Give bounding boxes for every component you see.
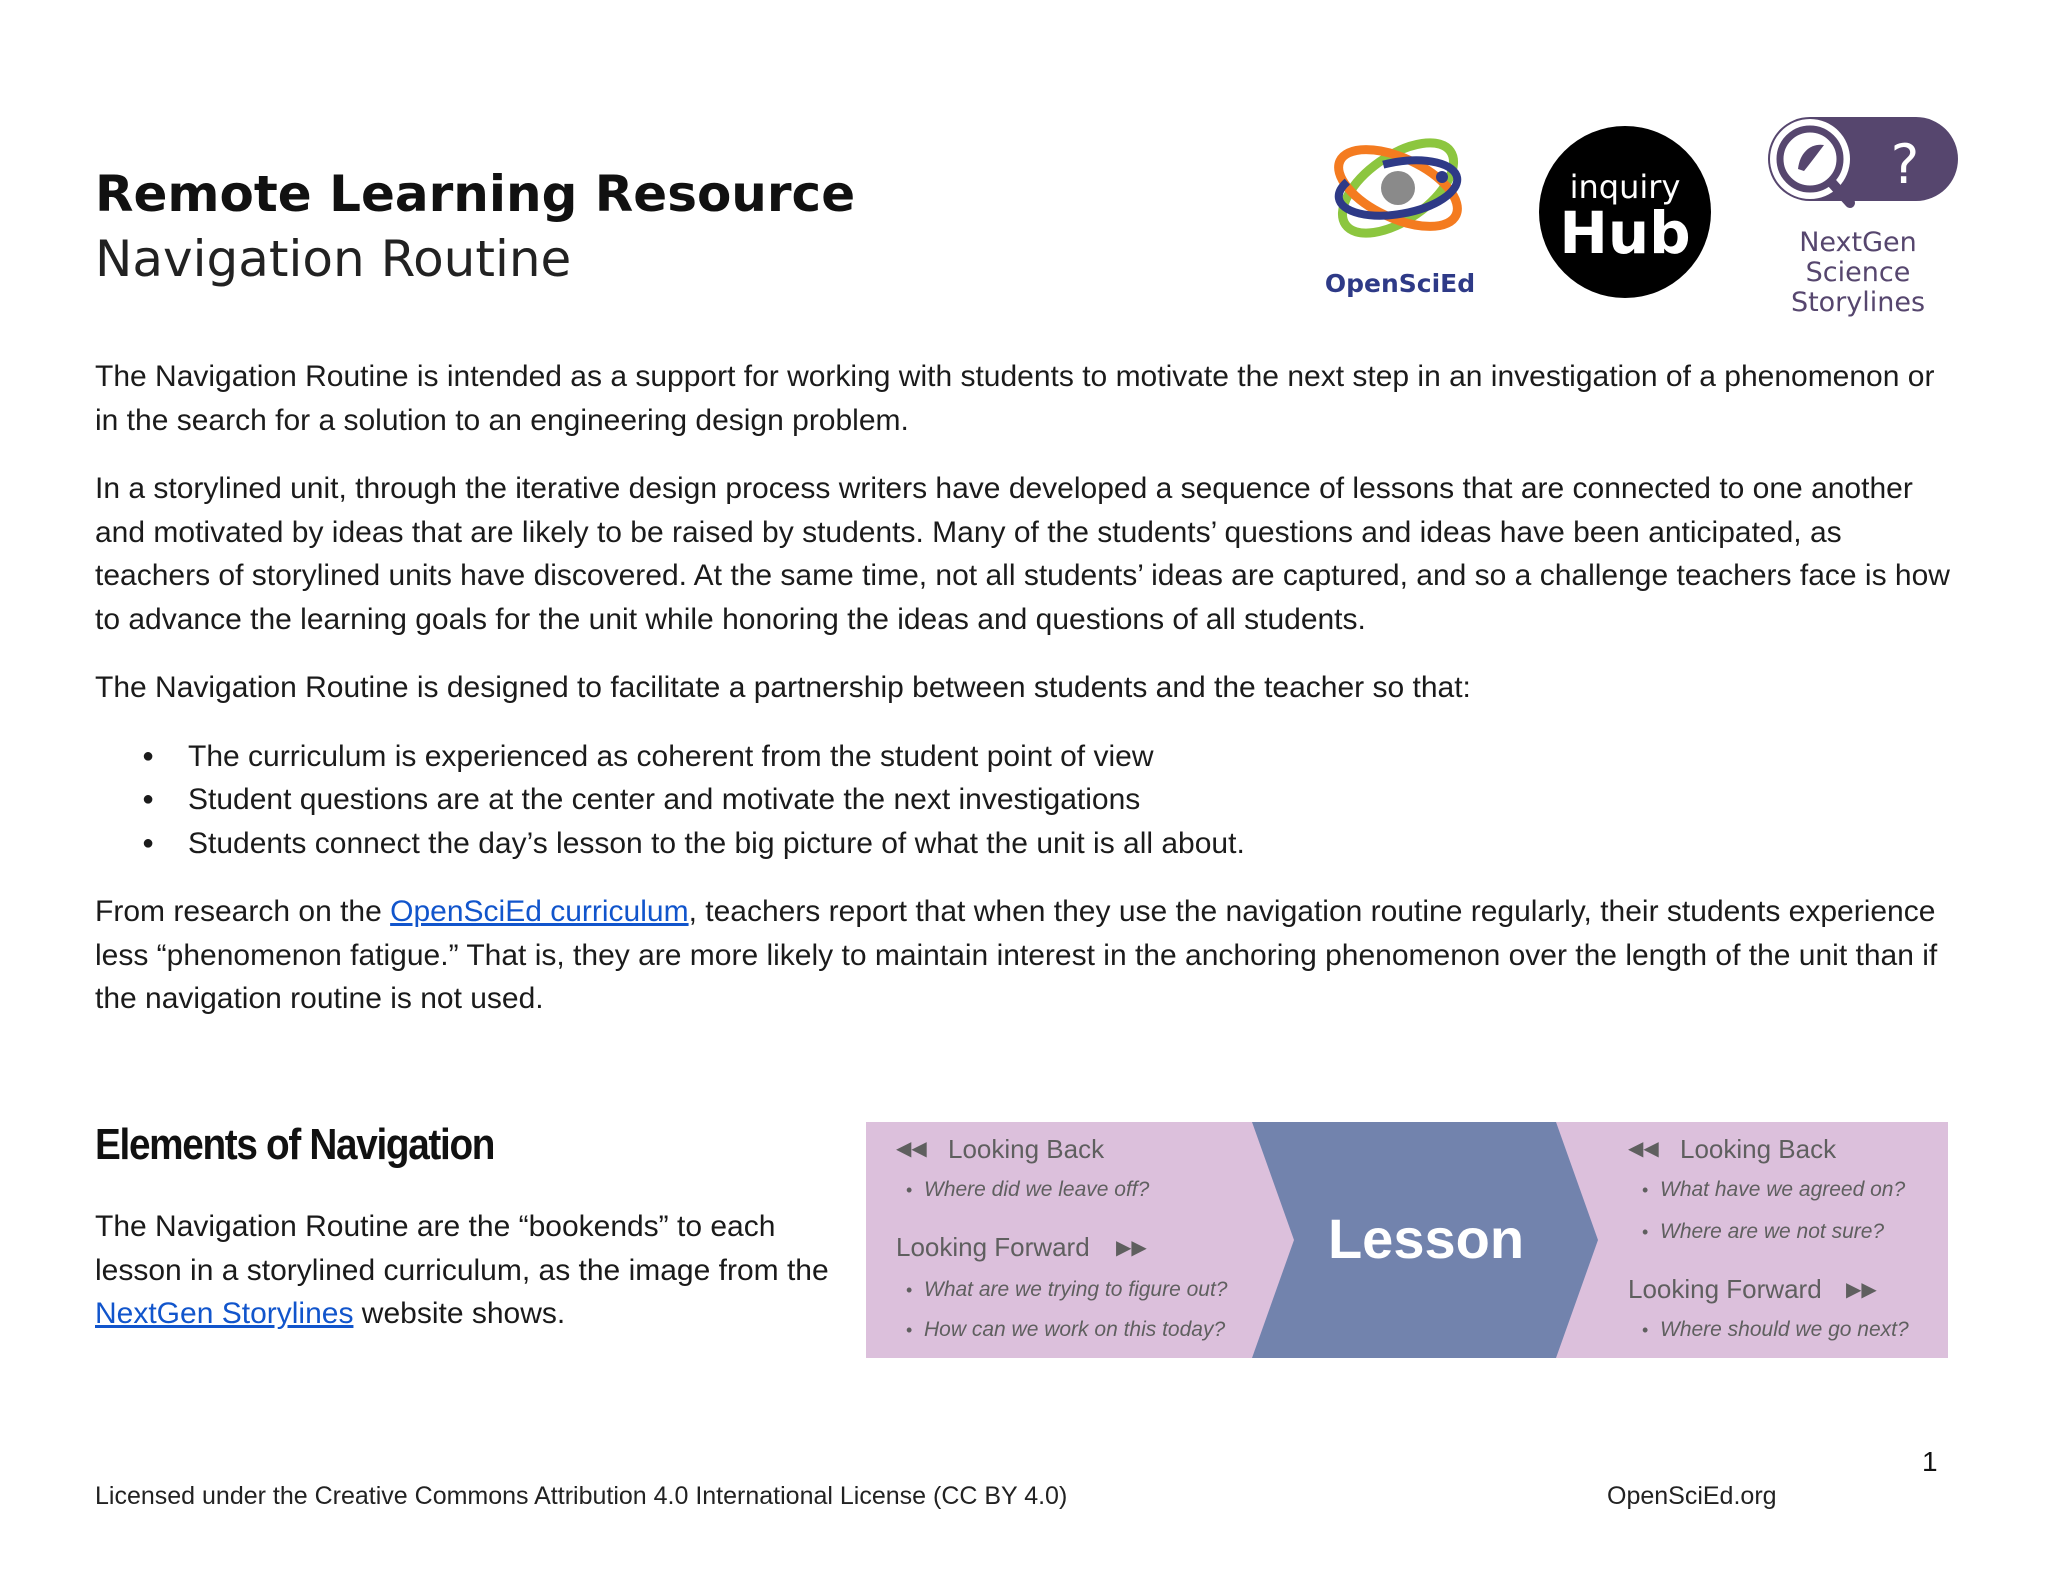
intro-paragraph-2: In a storylined unit, through the iterative design process writers have developed a sequence of lessons that are connected to one another and motivated by ideas that are likely to be raised by students. Many of the students’ questions and ideas have been anticipated, as teachers of storylined units have discovered. At the same time, not all students’ ideas are captured, and so a challenge teachers face is how to advance the learning goals for the unit while honoring the ideas and questions of all students. (95, 472, 1950, 636)
page-number: 1 (1922, 1446, 1938, 1477)
inquiry-hub-bottom-text: Hub (1559, 199, 1691, 267)
elements-text-before: The Navigation Routine are the “bookends” to each lesson in a storylined curriculum, as the image from the (95, 1210, 829, 1287)
left-back-item: Where did we leave off? (924, 1178, 1150, 1201)
elements-heading: Elements of Navigation (95, 1120, 495, 1169)
p4-text-before: From research on the (95, 895, 391, 928)
right-back-item-1: What have we agreed on? (1660, 1178, 1906, 1201)
bullet-icon: • (906, 1180, 913, 1200)
bullet-icon: • (1642, 1222, 1649, 1242)
elements-text-after: website shows. (353, 1297, 566, 1330)
inquiry-hub-logo (1538, 125, 1713, 300)
bullet-icon: • (1642, 1180, 1649, 1200)
right-forward-item: Where should we go next? (1660, 1318, 1909, 1341)
intro-section (95, 355, 1955, 1046)
intro-paragraph-3: The Navigation Routine is designed to facilitate a partnership between students and the teacher so that: (95, 671, 1471, 704)
nextgen-line3: Storylines (1790, 287, 1926, 318)
left-forward-item-2: How can we work on this today? (924, 1318, 1226, 1341)
partner-logos (1320, 105, 1960, 325)
list-item: ● The curriculum is experienced as coherent from the student point of view (188, 735, 1955, 779)
list-item: ● Student questions are at the center and motivate the next investigations (188, 778, 1955, 822)
list-item: ● Students connect the day’s lesson to the big picture of what the unit is all about. (188, 822, 1955, 866)
nextgen-line1: NextGen (1799, 227, 1917, 258)
site-text: OpenSciEd.org (1607, 1482, 1777, 1510)
left-forward-item-1: What are we trying to figure out? (924, 1278, 1228, 1301)
nextgen-storylines-logo (1760, 113, 1960, 323)
goals-list (95, 735, 1955, 866)
bullet-icon: • (906, 1320, 913, 1340)
right-looking-back-heading: Looking Back (1680, 1134, 1837, 1164)
lesson-label: Lesson (1327, 1207, 1525, 1270)
rewind-icon: ◀◀ (1628, 1138, 1659, 1160)
nextgen-line2: Science (1805, 257, 1911, 288)
forward-icon: ▶▶ (1846, 1279, 1877, 1301)
inquiry-hub-top-text: inquiry (1569, 168, 1681, 206)
openscied-curriculum-link[interactable]: OpenSciEd curriculum (390, 895, 689, 928)
rewind-icon: ◀◀ (896, 1138, 927, 1160)
forward-icon: ▶▶ (1116, 1237, 1147, 1259)
document-subtitle: Navigation Routine (95, 230, 572, 288)
elements-paragraph (95, 1205, 855, 1336)
left-looking-back-heading: Looking Back (948, 1134, 1105, 1164)
question-icon: ? (1890, 133, 1920, 196)
openscied-logo-text: OpenSciEd (1324, 269, 1476, 298)
p4-text-after: , teachers report that when they use the navigation routine regularly, their students experience less “phenomenon fatigue.” That is, they are more likely to maintain interest in the anchoring phenomenon over the length of the unit than if the navigation routine is not used. (95, 895, 1938, 1015)
right-back-item-2: Where are we not sure? (1660, 1220, 1885, 1243)
right-looking-forward-heading: Looking Forward (1628, 1274, 1822, 1304)
openscied-logo (1320, 105, 1480, 305)
intro-paragraph-1: The Navigation Routine is intended as a support for working with students to motivate the next step in an investigation of a phenomenon or in the search for a solution to an engineering design problem. (95, 360, 1935, 437)
intro-paragraph-4 (95, 890, 1955, 1021)
nextgen-storylines-link[interactable]: NextGen Storylines (95, 1297, 354, 1330)
navigation-diagram (866, 1122, 1948, 1358)
document-title: Remote Learning Resource (95, 165, 856, 223)
bullet-icon: • (1642, 1320, 1649, 1340)
bullet-icon: • (906, 1280, 913, 1300)
left-looking-forward-heading: Looking Forward (896, 1232, 1090, 1262)
license-text: Licensed under the Creative Commons Attribution 4.0 International License (CC BY 4.0) (95, 1482, 1068, 1510)
